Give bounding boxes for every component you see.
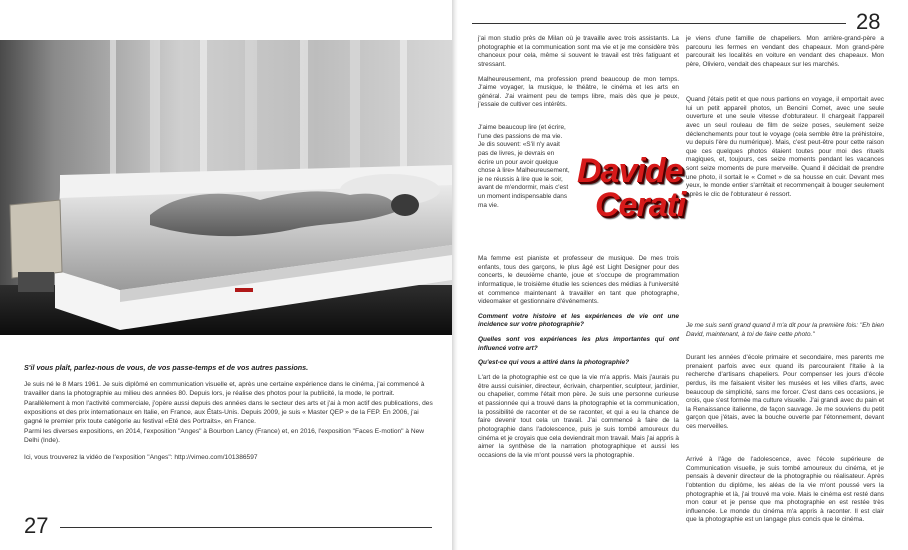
column-1-top	[478, 35, 679, 116]
column-paragraph: Ma femme est pianiste et professeur de musique. De mes trois enfants, tous des garçons, le plus âgé est Light Designer pour des concerts, le deuxième chante, joue et s'occupe de programmation informatique, le troisième étudie les sciences des médias à l'université et commence maintenant à travailler en tant que photographe, videomaker et gestionnaire d'événements.	[478, 255, 679, 306]
column-paragraph: Malheureusement, ma profession prend beaucoup de mon temps. J'aime voyager, la musique, le théâtre, le cinéma et les arts en général. J'ai vraiment peu de temps libre, mais dès que je peux, j'essaie de cultiver ces intérêts.	[478, 75, 679, 109]
title-last-name: Cerati	[595, 186, 686, 224]
column-2-top: je viens d'une famille de chapeliers. Mon arrière-grand-père a parcouru les fermes en vendant des chapeaux. Mon grand-père parcourait les localités en voiture en vendant des chapeaux. Mon père, Oliviero, vendait des chapeaux sur les marchés.	[686, 35, 884, 68]
footer-rule-left	[60, 527, 432, 528]
article-title	[577, 152, 689, 242]
left-body-text	[24, 380, 434, 469]
interview-question: Qu'est-ce qui vous a attiré dans la photographie?	[478, 359, 630, 367]
interview-question: Quelles sont vos expériences les plus importantes qui ont influencé votre art?	[478, 336, 679, 352]
left-paragraph: Je suis né le 8 Mars 1961. Je suis diplômé en communication visuelle et, après une certaine expérience dans le cinéma, j'ai commencé à travailler dans la photographie au milieu des années 80. Depuis lors, je réalise des photos pour la publicité, la mode, le portrait. Parallèlement à mon l'activité commerciale, j'opère aussi depuis des années dans le secteur des arts et j'ai à mon actif des publications, des expositions et des prix internationaux en Italie, en France, aux États-Unis. Depuis 2009, je suis « Master QEP » de la FEP. En 2006, j'ai gagné le premier prix toute catégorie au festival «Eté des Portraits», en France.	[24, 381, 433, 426]
left-video-link-paragraph: Ici, vous trouverez la vidéo de l'exposition "Anges": http://vimeo.com/101386597	[24, 453, 258, 461]
column-1-narrow: J'aime beaucoup lire (et écrire, l'une des passions de ma vie. Je dis souvent: «S'il n'y avait pas de livres, je devrais en écrire un pour avoir quelque chose à lire» Malheureusement, je ne réussis à lire que le soir, avant de m'endormir, mais c'est un moment indispensable dans ma vie.	[478, 124, 570, 209]
page-number-right: 28	[856, 9, 881, 34]
cover-photo	[0, 40, 452, 335]
spine-gutter	[452, 0, 458, 550]
column-paragraph: j'ai mon studio près de Milan où je travaille avec trois assistants. La photographie et la communication sont ma vie et je me considère très chanceux pour cela, même si souvent le travail est très fatiguant et stressant.	[478, 35, 679, 68]
column-2-full: Quand j'étais petit et que nous partions en voyage, il emportait avec lui un petit appareil photos, un Bencini Comet, avec une seule ouverture et une seule vitesse d'obturateur. Il chargeait l'appareil avec un seul rouleau de film de seize poses, seulement seize déclenchements pour tout le voyage (cela semble être la préhistoire, vu depuis l'ère du numérique). Mais, c'est peut-être pour cette raison que ces quelques photos étaient toutes pour moi des rituels magiques, et, toujours, ces seize moments pendant les vacances sont seize moments de pure merveille. Quand il décidait de prendre une photo, il sortait le « Comet » de sa housse en cuir. Devant mes yeux, le monde entier s'arrêtait et recommençait à bouger seulement après le clic de l'obturateur é ressort.	[686, 96, 884, 199]
interview-question: Comment votre histoire et les expériences de vie ont une incidence sur votre photographie?	[478, 312, 679, 329]
column-2-schooling: Durant les années d'école primaire et secondaire, mes parents me prenaient parfois avec eux quand ils parcouraient l'Italie à la recherche d'artisans chapeliers. Pour compenser les jours d'école perdus, ils me faisaient visiter les musées et les villes d'arts, avec beaucoup de simplicité, sans me forcer. C'est dans ces occasions, je crois, que s'est formée ma culture visuelle. J'ai grandi avec du pain et la Renaissance italienne, de façon sauvage. Je me souviens du petit garçon que j'étais, avec la bouche ouverte par l'étonnement, devant ces merveilles.	[686, 354, 884, 431]
column-2-adolescence: Arrivé à l'âge de l'adolescence, avec l'école supérieure de Communication visuelle, je suis tombé amoureux du cinéma, et je pensais à devenir directeur de la photographie ou réalisateur. Après l'obtention du diplôme, les aléas de la vie m'ont poussé vers la photographie et là, j'ai trouvé ma voie. Mais le cinéma est resté dans mon cœur et je pense que ma photographie en est restée très influencée. Le monde du cinéma m'a appris à raconter. Il est clair que la photographie est un langage plus concis que le cinéma.	[686, 456, 884, 524]
left-question: S'il vous plaît, parlez-nous de vous, de vos passe-temps et de vos autres passions.	[24, 363, 309, 372]
column-paragraph: L'art de la photographie est ce que la vie m'a appris. Mais j'aurais pu être aussi cuisinier, directeur, écrivain, charpentier, sculpteur, jardinier, ou chapelier, comme l'était mon père. Je suis une personne curieuse et passionnée qui a trouvé dans la photographie et la communication, la possibilité de raconter et de se raconter, et qui a eu la chance de faire devenir tout cela un travail. J'ai commencé à faire de la photographie dans l'adolescence, puis je suis tombé amoureux du cinéma et je croyais que cela deviendrait mon travail. Mais j'ai appris à aimer la synthèse de la narration photographique et aussi les occasions de la vie m'ont poussé vers la photographie.	[478, 374, 679, 459]
column-1-middle	[478, 255, 679, 466]
title-first-name: Davide	[577, 152, 683, 190]
page-number-left: 27	[24, 513, 49, 538]
bedroom-photo-illustration	[0, 40, 452, 335]
column-2-quote: Je me suis senti grand quand il m'a dit pour la première fois: "Eh bien David, maintenant, à toi de faire cette photo."	[686, 322, 884, 338]
header-rule-right	[472, 23, 846, 24]
left-paragraph: Parmi les diverses expositions, en 2014, l'exposition "Anges" à Bourbon Lancy (France) et, en 2016, l'exposition "Faces E-motion" à New Delhi (Inde).	[24, 427, 425, 445]
